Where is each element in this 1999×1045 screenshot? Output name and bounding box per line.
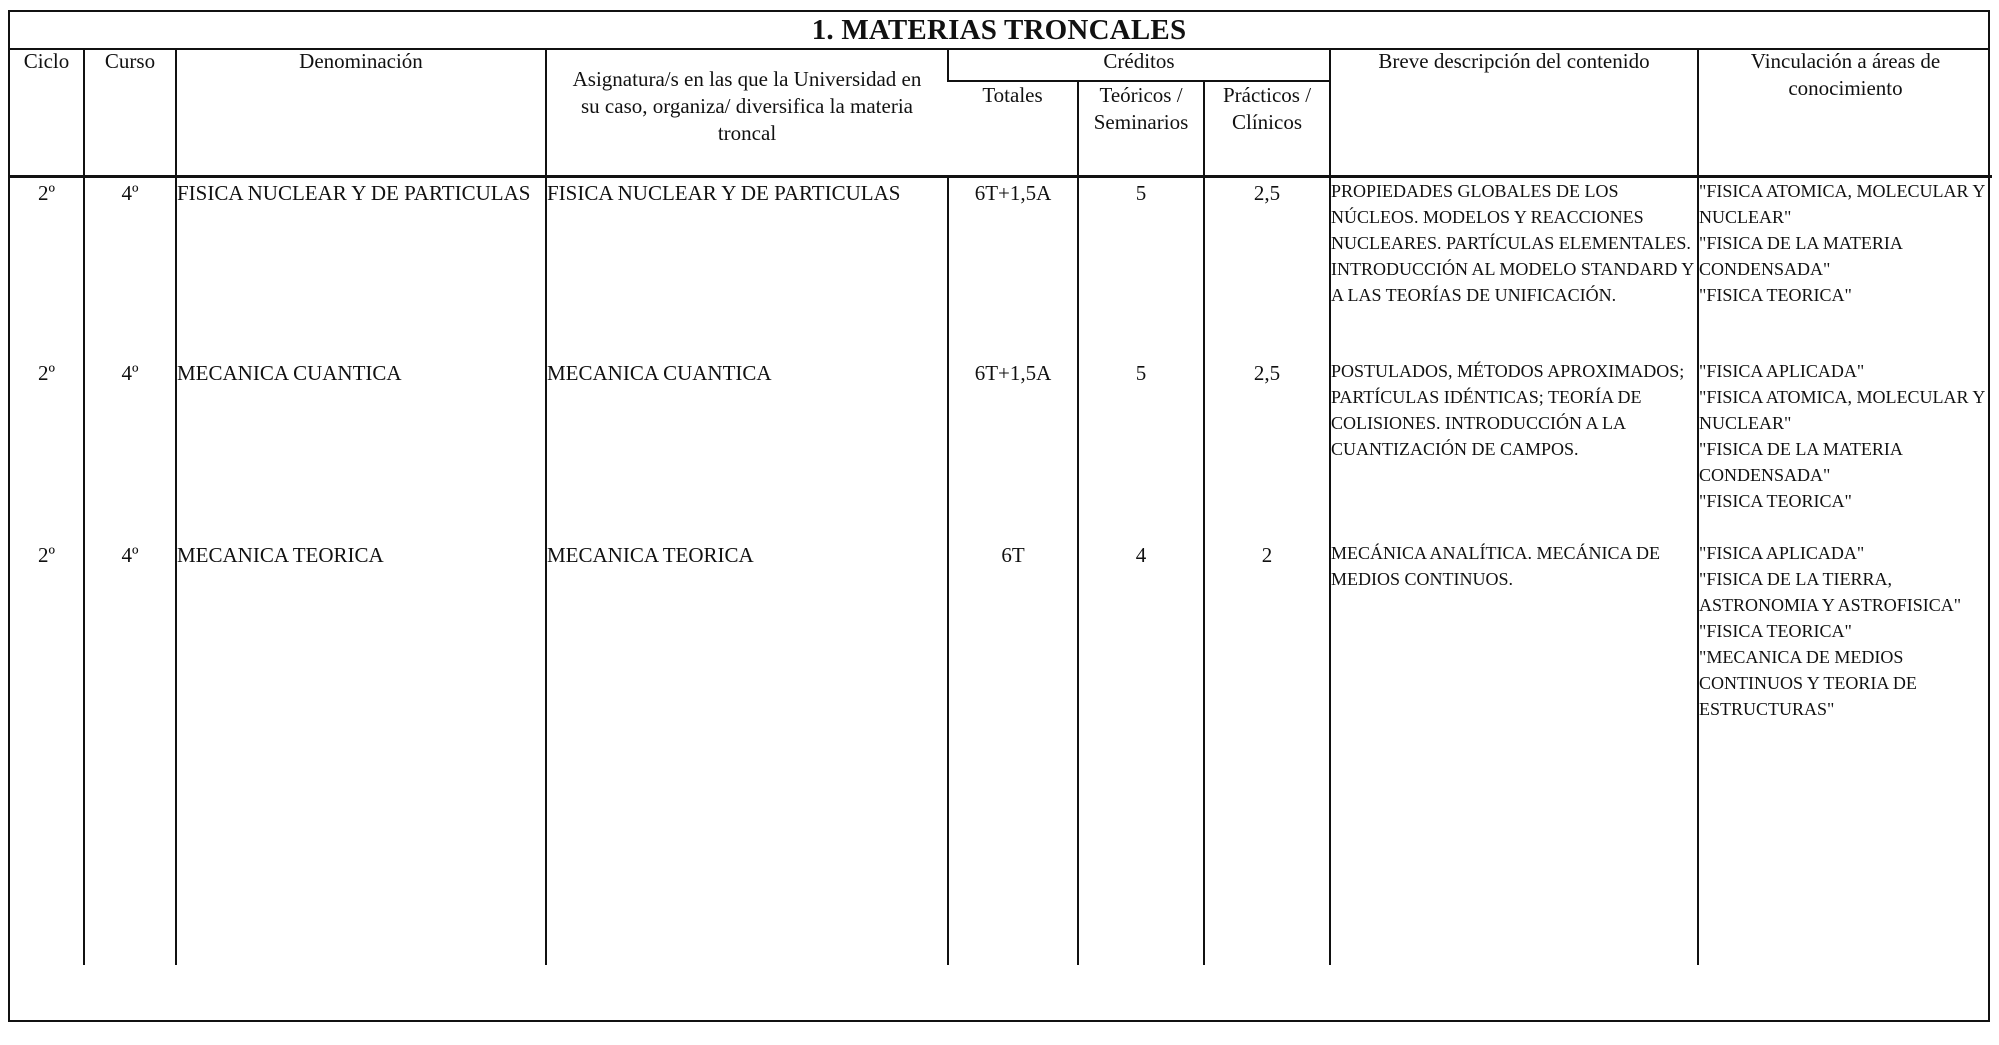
- table-row: [10, 538, 1992, 965]
- document-sheet: [8, 10, 1990, 1022]
- header-practicos: Prácticos / Clínicos: [1204, 81, 1330, 177]
- cell-practicos: 2: [1204, 538, 1330, 965]
- header-creditos: Créditos: [948, 48, 1330, 81]
- cell-vinculacion: [1698, 177, 1992, 357]
- vinculacion-item: "FISICA APLICADA": [1699, 543, 1865, 563]
- header-vinculacion: Vinculación a áreas de conocimiento: [1698, 48, 1992, 177]
- cell-teoricos: 4: [1078, 538, 1204, 965]
- cell-practicos: 2,5: [1204, 356, 1330, 538]
- cell-totales: 6T+1,5A: [948, 177, 1078, 357]
- header-teoricos: Teóricos / Seminarios: [1078, 81, 1204, 177]
- cell-curso: 4º: [84, 356, 176, 538]
- vinculacion-item: "FISICA DE LA TIERRA, ASTRONOMIA Y ASTROFISICA": [1699, 569, 1962, 615]
- vinculacion-item: "FISICA TEORICA": [1699, 491, 1852, 511]
- cell-asignatura: MECANICA CUANTICA: [546, 356, 948, 538]
- vinculacion-item: "FISICA TEORICA": [1699, 285, 1852, 305]
- header-denominacion: Denominación: [176, 48, 546, 177]
- header-totales: Totales: [948, 81, 1078, 177]
- cell-teoricos: 5: [1078, 356, 1204, 538]
- cell-teoricos: 5: [1078, 177, 1204, 357]
- cell-practicos: 2,5: [1204, 177, 1330, 357]
- vinculacion-item: "FISICA ATOMICA, MOLECULAR Y NUCLEAR": [1699, 181, 1985, 227]
- cell-asignatura: MECANICA TEORICA: [546, 538, 948, 965]
- cell-totales: 6T: [948, 538, 1078, 965]
- header-descripcion: Breve descripción del contenido: [1330, 48, 1698, 177]
- cell-vinculacion: [1698, 538, 1992, 965]
- cell-denominacion: MECANICA CUANTICA: [176, 356, 546, 538]
- cell-denominacion: FISICA NUCLEAR Y DE PARTICULAS: [176, 177, 546, 357]
- cell-descripcion: PROPIEDADES GLOBALES DE LOS NÚCLEOS. MODELOS Y REACCIONES NUCLEARES. PARTÍCULAS ELEMENTALES. INTRODUCCIÓN AL MODELO STANDARD Y A LAS TEORÍAS DE UNIFICACIÓN.: [1330, 177, 1698, 357]
- vinculacion-item: "FISICA ATOMICA, MOLECULAR Y NUCLEAR": [1699, 387, 1985, 433]
- vinculacion-item: "FISICA TEORICA": [1699, 621, 1852, 641]
- vinculacion-item: "FISICA DE LA MATERIA CONDENSADA": [1699, 439, 1902, 485]
- cell-asignatura: FISICA NUCLEAR Y DE PARTICULAS: [546, 177, 948, 357]
- cell-descripcion: POSTULADOS, MÉTODOS APROXIMADOS; PARTÍCULAS IDÉNTICAS; TEORÍA DE COLISIONES. INTRODUCCIÓN A LA CUANTIZACIÓN DE CAMPOS.: [1330, 356, 1698, 538]
- header-asignatura: Asignatura/s en las que la Universidad en su caso, organiza/ diversifica la materia troncal: [546, 48, 948, 177]
- vinculacion-item: "FISICA DE LA MATERIA CONDENSADA": [1699, 233, 1902, 279]
- cell-vinculacion: [1698, 356, 1992, 538]
- cell-totales: 6T+1,5A: [948, 356, 1078, 538]
- document-title: 1. MATERIAS TRONCALES: [10, 12, 1988, 50]
- vinculacion-item: "MECANICA DE MEDIOS CONTINUOS Y TEORIA DE ESTRUCTURAS": [1699, 647, 1917, 719]
- cell-ciclo: 2º: [37, 361, 55, 385]
- table-row: [10, 356, 1992, 538]
- cell-curso: 4º: [84, 538, 176, 965]
- cell-curso: 4º: [84, 177, 176, 357]
- header-curso: Curso: [84, 48, 176, 177]
- materias-table: [10, 48, 1992, 965]
- cell-ciclo: 2º: [37, 543, 55, 567]
- cell-denominacion: MECANICA TEORICA: [176, 538, 546, 965]
- vinculacion-item: "FISICA APLICADA": [1699, 361, 1865, 381]
- header-ciclo: Ciclo: [10, 48, 84, 177]
- cell-descripcion: MECÁNICA ANALÍTICA. MECÁNICA DE MEDIOS CONTINUOS.: [1330, 538, 1698, 965]
- table-row: [10, 177, 1992, 357]
- cell-ciclo: 2º: [37, 181, 55, 205]
